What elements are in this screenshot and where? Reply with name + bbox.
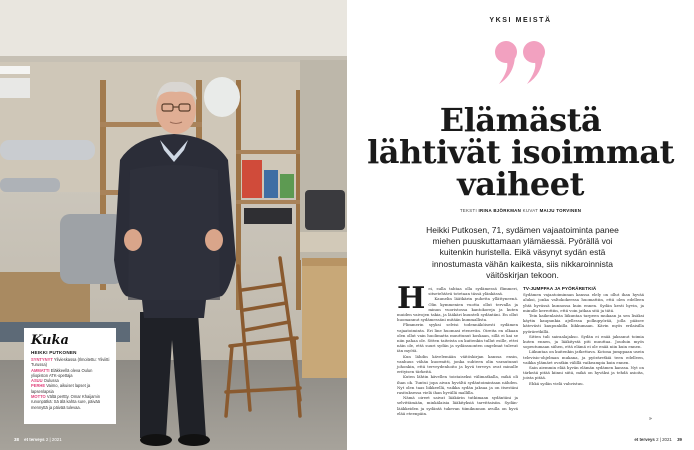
info-card-row-key: MOTTO — [31, 394, 46, 400]
info-card-row — [31, 383, 110, 394]
column-2-paragraphs — [523, 292, 644, 386]
drop-cap: H — [397, 281, 426, 316]
right-magazine-name: et terveys — [634, 437, 655, 442]
info-card-name: HEIKKI PUTKONEN — [31, 350, 77, 355]
continue-arrow-icon: » — [649, 416, 652, 422]
info-card-row-key: PERHE — [31, 383, 46, 389]
right-issue: 2 | 2021 — [656, 437, 672, 442]
info-card-row-value: Vaimo, aikuiset lapset ja lapsenlapsia — [31, 383, 91, 394]
info-card-row — [31, 357, 110, 368]
info-card-row-value: Vältä perttty. Omar Khaijamin runonpätkä: Sä älä kahta sure, päivää mennyttä ja päivää tulevaa. — [31, 394, 101, 410]
right-page-number: 39 — [677, 437, 682, 442]
headline — [347, 101, 694, 203]
info-card-rows — [31, 357, 110, 410]
left-magazine-name: et terveys — [24, 437, 45, 442]
lead-paragraph: Heikki Putkosen, 71, sydämen vajaatoiminta panee miehen puuskuttamaan ylämäessä. Pyörällä voi kuitenkin huristella. Eikä väsynyt sydän estä innostumasta vähän kaikesta, siis nikkaroinnista väitöskirjan tekoon. — [426, 225, 619, 280]
right-page — [347, 0, 694, 450]
body-paragraph: Sydämen vajaatoiminnan kanssa elely on ollut ihan hyvää aluksi, jonka valtokokeessa huomattiin, että olen edelleen yhtä hyvässä kunnossa kuin ennen. Sydän kesti hyvin, ja minulle kerrottiin, että voin jatkaa sitä ja tätä. — [523, 292, 644, 313]
kuka-info-card — [24, 328, 116, 424]
left-issue: 2 | 2021 — [45, 437, 62, 442]
body-paragraph: Liikuntaa on kuitenkin jatkettava. Kotona jumppaan usein televisio-ohjelman mukana, ja pyöräretkiä teen edelleen, vaikka ylämäet ovatkin välillä vaikeampia kuin ennen. — [523, 349, 644, 365]
credits-text-label: TEKSTI — [459, 208, 477, 213]
headline-line: lähtivät isoimmat — [367, 133, 674, 171]
quote-mark-icon — [347, 40, 694, 91]
section-label: YKSI MEISTÄ — [489, 17, 552, 24]
left-folio — [14, 437, 62, 442]
body-paragraph: Ehkä sydän vielä vahvistuu. — [529, 380, 584, 386]
body-paragraph: Kaunelin läätkärin puhetta yllättyneenä. Olin kymmenien vuotta ollut tervalla ja minun vuoristossa kantokoreja ja kuten muiden vaivojen takia, ja lääkäri kuunteli sydäntäni. En ollut huomannut sydämessäni mitään kummallista. — [397, 296, 518, 323]
body-paragraph: Sain aiemmin elää hyvän elämän sydämen kanssa. Nyt on tärkeää pitää kiinni siitä, mikä on hyväksi ja tehdä asioita, joista pitää. — [523, 365, 644, 381]
body-paragraph: ei, sulla tahtaa olla sydämessä flimmeri, sitsetehtävä totetaan tässä ylänkässä. — [428, 286, 518, 297]
info-card-row-key: AMMATTI — [31, 367, 50, 373]
body-paragraph: Sitten tuli sairaalajakso. Sydän ei enää jaksanut toimia kuten ennen, ja lääkitystä piti muuttaa. Jouduin myös sopeutumaan siihen, että elämä ei ole enää niin kuin ennen. — [523, 333, 644, 350]
info-card-row-key: ASUU — [31, 378, 43, 384]
body-column-1 — [397, 281, 518, 416]
credits-photo-author: MAIJU TORVINEN — [539, 208, 582, 213]
right-folio — [634, 437, 682, 442]
body-paragraph: Flimmerin syyksi selvisi todennäköisesti sydämen vajaatoiminta. Eri line huomasi etenevän. Oireita en olkaan olen ollut vain huolimatta muuttunut koskaan, sillä ei kai se niin pahaa ole. Sitten taiteista on kuitenkin tullut esille, ettei näin ole, että suuri sydän ja sydänsuonten ongelmat tulevat iän myötä. — [397, 322, 518, 354]
credits — [347, 208, 694, 213]
headline-line: vaiheet — [457, 165, 584, 203]
body-paragraph: Nämä oireet saivat lääkärin tutkimaan sydäntäni ja selvittämään, minkälaisia lääkityksiä tarvittaisiin. Sydänlääkkeiden ja sydäntä tukevan tiimikunnon avulla on hyvä elää eteenpäin. — [397, 395, 518, 416]
left-page-number: 38 — [14, 437, 19, 442]
info-card-row — [31, 368, 110, 379]
info-card-row-key: SYNTYNYT — [31, 357, 53, 362]
body-paragraph: Kun lähdin kävelemään väitöskirjan kanssa ensin, vanhuus vähän kuormitti, jonka suhteen olin varautunut johonkin, että terveydenhoito ja hyvä terveys ovat minulle erityisen tärkeitä. — [397, 353, 518, 375]
body-column-2 — [523, 286, 644, 386]
column-2-subhead: TV-JUMPPAA JA PYÖRÄRETKIÄ — [523, 286, 597, 291]
quote-mark-graphic — [491, 40, 551, 86]
headline-line: Elämästä — [439, 101, 602, 139]
info-card-row-value: Eläkkeellä oleva Oulun yliopiston ATK-opettaja — [31, 367, 93, 378]
body-paragraph: Kuten lähtin kävellen toistaiseksi välimatkalla, mikä oli ihan ok. Tuntui jopa aivan hyvältä sydäntoimintaan nähden. Nyt olen taas liikkeellä, vaikka sydän jaksaa ja on itsestäni rasituksessa vielä ihan hyvällä mallilla. — [397, 374, 518, 396]
info-card-row-value: Oulussa — [43, 378, 59, 384]
info-card-row-value: Ylivieskassa (Ilmoitettu: Yliviitti Turussa) — [31, 357, 110, 368]
credits-photo-label: KUVAT — [522, 208, 539, 213]
info-card-title: Kuka — [31, 333, 69, 348]
body-paragraph: Tein kaikenlaista liikuntaa tarpeen mukaan ja sen lisäksi käytin kaupunkia ajellessa polkupyörää, jolla pääsee kätevästi kaupunkilla liikkumaan. Kävin myös erilaisilla pyöräretkillä. — [523, 313, 644, 334]
credits-text-author: IRINA BJÖRKMAN — [478, 208, 522, 213]
info-card-row — [31, 394, 110, 410]
